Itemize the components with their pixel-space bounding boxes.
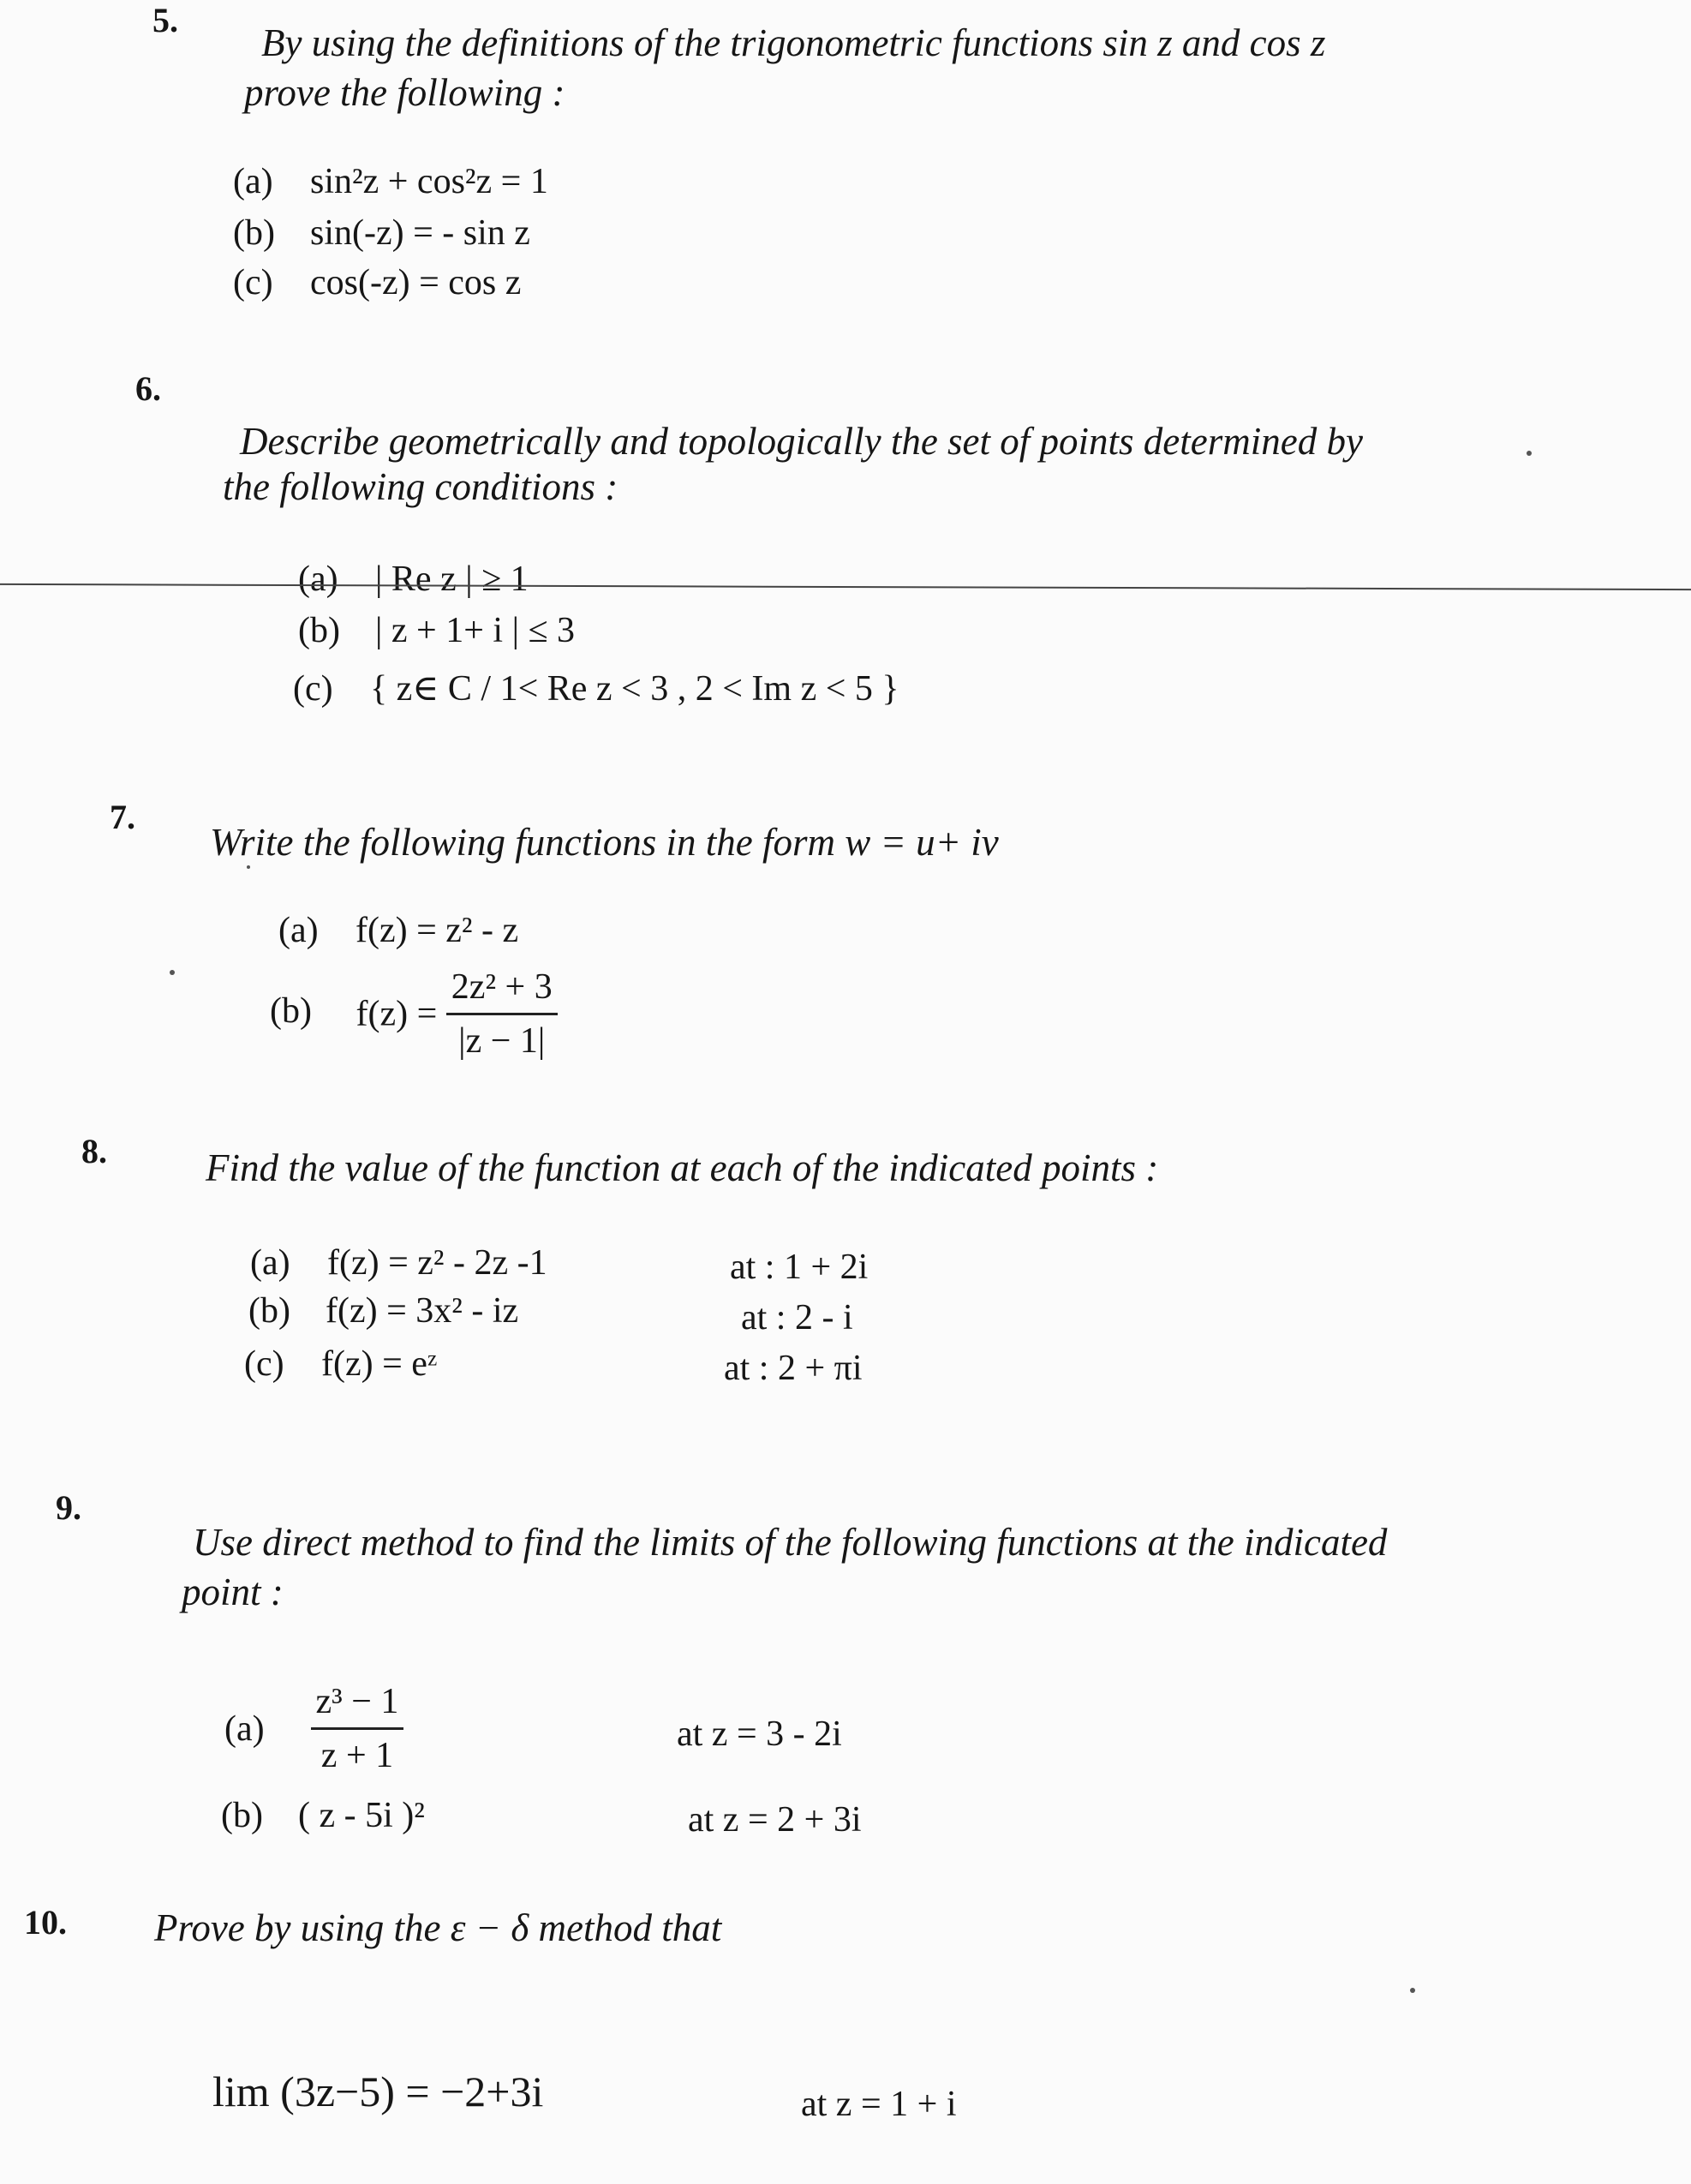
fold-line [0,583,1691,590]
problem-10-prompt-line-1: Prove by using the ε − δ method that [154,1906,722,1949]
problem-8-number: 8. [81,1132,107,1170]
problem-7-prompt-line-1: Write the following functions in the form w = u+ iv [210,821,999,864]
item-label: (b) [270,991,312,1032]
scan-speck [247,865,250,869]
problem-7-number: 7. [110,798,135,836]
scan-speck [1410,1988,1415,1993]
problem-5-prompt-line-2: prove the following : [244,71,565,114]
item-expression: f(z) = eᶻ [321,1344,438,1384]
problem-8-item-b-point: at : 2 - i [741,1298,853,1337]
problem-6-item-a [298,559,529,600]
item-label: (c) [293,669,333,709]
problem-6-prompt-line-1: Describe geometrically and topologically the set of points determined by [240,420,1363,463]
fraction-numerator: 2z² + 3 [446,966,558,1015]
problem-8-item-a-point: at : 1 + 2i [730,1248,869,1287]
item-expression: f(z) = z² - z [356,911,519,950]
problem-9-prompt-line-1: Use direct method to find the limits of the following functions at the indicated [193,1521,1388,1564]
item-label: (a) [278,911,319,950]
item-label: (a) [250,1243,290,1283]
item-label: (b) [298,611,340,650]
item-label: (a) [298,559,338,599]
problem-7-item-b [270,966,558,1062]
problem-5-prompt-line-1: By using the definitions of the trigonometric functions sin z and cos z [261,21,1326,64]
item-expression: { z∈ C / 1< Re z < 3 , 2 < Im z < 5 } [370,669,899,709]
item-expression: sin(-z) = - sin z [310,213,530,253]
item-expression: ( z - 5i )² [298,1796,425,1835]
problem-9-item-a [224,1681,403,1776]
item-label: (a) [224,1708,265,1749]
item-expression: cos(-z) = cos z [310,263,522,302]
item-lhs: f(z) = [356,994,438,1034]
problem-6-number: 6. [135,369,161,408]
problem-7-item-a [278,910,518,951]
item-label: (c) [233,263,273,302]
scan-speck [170,970,175,975]
fraction-denominator: |z − 1| [458,1021,546,1061]
fraction [446,966,558,1062]
fraction [311,1681,404,1776]
item-label: (a) [233,162,273,201]
problem-5-number: 5. [152,1,178,39]
problem-8-item-c [244,1343,437,1385]
problem-10-number: 10. [24,1903,67,1942]
item-label: (c) [244,1344,284,1384]
problem-10-limit-expression: lim (3z−5) = −2+3i [212,2067,544,2115]
problem-9-item-b [221,1795,425,1836]
problem-6-item-b [298,610,575,651]
problem-9-number: 9. [56,1488,81,1527]
problem-9-item-b-point: at z = 2 + 3i [688,1800,862,1840]
problem-6-prompt-line-2: the following conditions : [223,465,618,508]
problem-8-prompt-line-1: Find the value of the function at each of the indicated points : [206,1146,1159,1189]
item-expression: sin²z + cos²z = 1 [310,162,548,201]
problem-8-item-c-point: at : 2 + πi [724,1349,863,1388]
fraction-denominator: z + 1 [320,1736,394,1775]
problem-8-item-b [248,1290,518,1331]
item-expression: | z + 1+ i | ≤ 3 [375,611,576,650]
problem-5-item-b [233,212,530,254]
problem-6-item-c [293,667,899,709]
problem-5-item-a [233,161,548,202]
item-label: (b) [221,1796,263,1835]
problem-9-prompt-line-2: point : [182,1571,284,1613]
fraction-numerator: z³ − 1 [311,1681,404,1730]
item-expression: f(z) = z² - 2z -1 [327,1243,547,1283]
item-label: (b) [248,1291,290,1331]
problem-10-limit-point: at z = 1 + i [801,2085,957,2124]
scan-speck [1527,451,1532,456]
item-expression: f(z) = 3x² - iz [326,1291,519,1331]
problem-9-item-a-point: at z = 3 - 2i [677,1714,842,1754]
problem-5-item-c [233,262,521,303]
problem-8-item-a [250,1242,547,1283]
item-label: (b) [233,213,275,253]
item-expression: | Re z | ≥ 1 [375,559,529,599]
